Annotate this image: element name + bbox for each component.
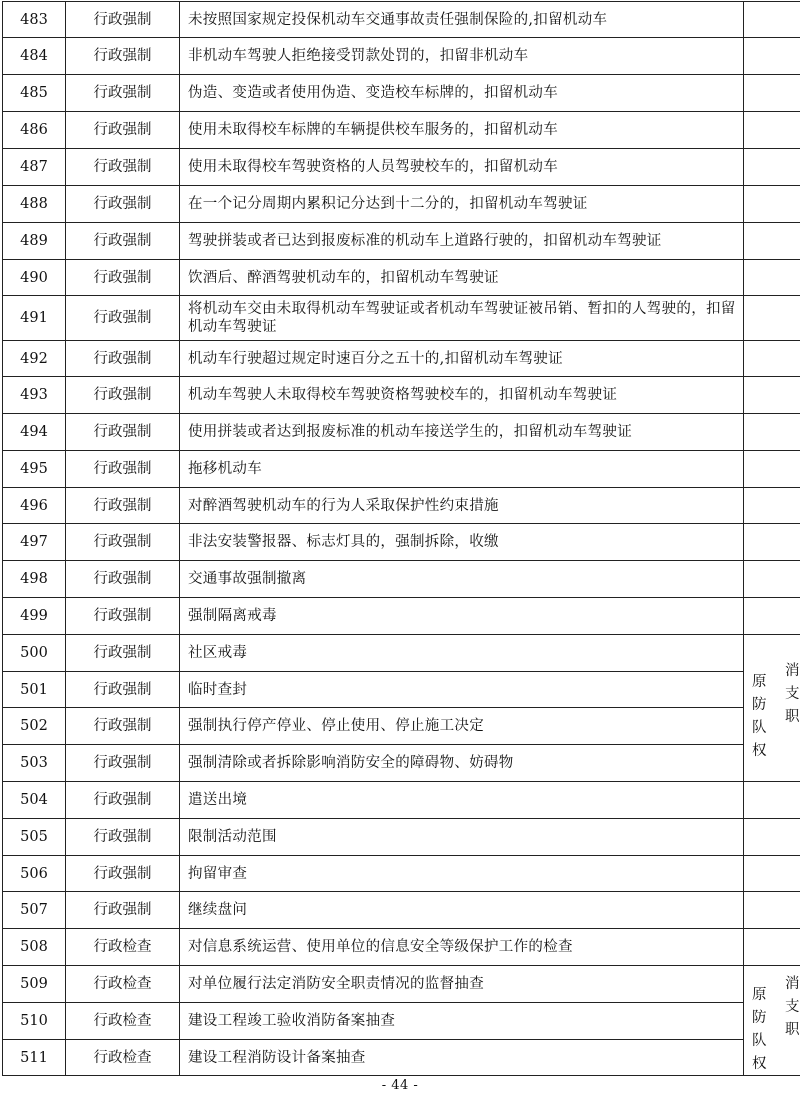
- table-row: [3, 341, 800, 377]
- power-item-name: 限制活动范围: [180, 819, 744, 856]
- remark-char: 队: [752, 1032, 767, 1049]
- table-row: [3, 672, 800, 708]
- remark-text: [744, 975, 800, 1072]
- remark-right-column: [785, 973, 800, 1042]
- remark-char: 防: [752, 1009, 767, 1026]
- power-type: 行政检查: [66, 1003, 180, 1040]
- remark-cell: [744, 149, 800, 186]
- item-number: 486: [3, 112, 66, 149]
- table-row: [3, 75, 800, 112]
- item-number: 511: [3, 1040, 66, 1076]
- table-row: [3, 296, 800, 341]
- remark-char: 支: [785, 686, 800, 702]
- power-item-name: 饮酒后、醉酒驾驶机动车的，扣留机动车驾驶证: [180, 260, 744, 296]
- power-type: 行政强制: [66, 186, 180, 223]
- remark-char: 防: [752, 697, 767, 713]
- remark-right-column: [785, 660, 800, 729]
- power-item-name: 非法安装警报器、标志灯具的，强制拆除，收缴: [180, 524, 744, 561]
- power-type: 行政强制: [66, 819, 180, 856]
- item-number: 488: [3, 186, 66, 223]
- remark-char: 原: [752, 986, 767, 1003]
- remark-cell: [744, 488, 800, 524]
- remark-char: 消: [785, 663, 800, 679]
- power-type: 行政强制: [66, 488, 180, 524]
- power-item-name: 伪造、变造或者使用伪造、变造校车标牌的，扣留机动车: [180, 75, 744, 112]
- power-type: 行政强制: [66, 377, 180, 414]
- remark-char: 权: [752, 743, 767, 759]
- remark-cell: [744, 782, 800, 819]
- remark-cell: [744, 341, 800, 377]
- table-row: [3, 966, 800, 1003]
- remark-cell: [744, 819, 800, 856]
- power-type: 行政强制: [66, 745, 180, 782]
- item-number: 506: [3, 856, 66, 892]
- power-item-name: 非机动车驾驶人拒绝接受罚款处罚的，扣留非机动车: [180, 38, 744, 75]
- remark-cell: [744, 112, 800, 149]
- item-number: 497: [3, 524, 66, 561]
- remark-cell: [744, 186, 800, 223]
- table-row: [3, 929, 800, 966]
- remark-char: 原: [752, 674, 767, 690]
- power-item-name: 遣送出境: [180, 782, 744, 819]
- page-number: - 44 -: [381, 1078, 419, 1093]
- item-number: 510: [3, 1003, 66, 1040]
- table-row: [3, 186, 800, 223]
- power-item-name: 将机动车交由未取得机动车驾驶证或者机动车驾驶证被吊销、暂扣的人驾驶的，扣留机动车驾驶证: [180, 296, 744, 341]
- item-number: 503: [3, 745, 66, 782]
- power-type: 行政强制: [66, 296, 180, 341]
- table-row: [3, 1040, 800, 1076]
- power-type: 行政检查: [66, 966, 180, 1003]
- remark-cell: [744, 75, 800, 112]
- table-row: [3, 451, 800, 488]
- item-number: 498: [3, 561, 66, 598]
- item-number: 490: [3, 260, 66, 296]
- table-row: [3, 149, 800, 186]
- power-item-name: 拘留审查: [180, 856, 744, 892]
- power-type: 行政强制: [66, 75, 180, 112]
- power-list-table: [2, 1, 800, 1076]
- power-type: 行政强制: [66, 782, 180, 819]
- power-item-name: 使用未取得校车标牌的车辆提供校车服务的，扣留机动车: [180, 112, 744, 149]
- power-type: 行政检查: [66, 1040, 180, 1076]
- remark-char: 支: [785, 998, 800, 1015]
- power-item-name: 交通事故强制撤离: [180, 561, 744, 598]
- remark-cell: [744, 223, 800, 260]
- remark-char: 消: [785, 975, 800, 992]
- item-number: 501: [3, 672, 66, 708]
- item-number: 487: [3, 149, 66, 186]
- power-item-name: 拖移机动车: [180, 451, 744, 488]
- power-item-name: 对单位履行法定消防安全职责情况的监督抽查: [180, 966, 744, 1003]
- remark-cell: [744, 260, 800, 296]
- table-row: [3, 819, 800, 856]
- power-type: 行政强制: [66, 149, 180, 186]
- item-number: 491: [3, 296, 66, 341]
- remark-cell: [744, 892, 800, 929]
- power-item-name: 继续盘问: [180, 892, 744, 929]
- item-number: 502: [3, 708, 66, 745]
- remark-left-column: [752, 671, 767, 763]
- power-type: 行政强制: [66, 414, 180, 451]
- item-number: 505: [3, 819, 66, 856]
- power-type: 行政强制: [66, 708, 180, 745]
- power-item-name: 对信息系统运营、使用单位的信息安全等级保护工作的检查: [180, 929, 744, 966]
- item-number: 499: [3, 598, 66, 635]
- table-row: [3, 260, 800, 296]
- item-number: 496: [3, 488, 66, 524]
- table-row: [3, 892, 800, 929]
- remark-char: 职: [785, 1021, 800, 1038]
- remark-cell: [744, 635, 800, 782]
- remark-cell: [744, 856, 800, 892]
- remark-cell: [744, 966, 800, 1076]
- remark-cell: [744, 561, 800, 598]
- power-item-name: 机动车行驶超过规定时速百分之五十的,扣留机动车驾驶证: [180, 341, 744, 377]
- table-row: [3, 708, 800, 745]
- item-number: 507: [3, 892, 66, 929]
- table-row: [3, 561, 800, 598]
- power-item-name: 未按照国家规定投保机动车交通事故责任强制保险的,扣留机动车: [180, 2, 744, 38]
- table-row: [3, 223, 800, 260]
- remark-cell: [744, 524, 800, 561]
- table-row: [3, 2, 800, 38]
- power-item-name: 建设工程消防设计备案抽查: [180, 1040, 744, 1076]
- remark-char: 权: [752, 1055, 767, 1072]
- remark-cell: [744, 929, 800, 966]
- power-item-name: 使用未取得校车驾驶资格的人员驾驶校车的，扣留机动车: [180, 149, 744, 186]
- remark-cell: [744, 377, 800, 414]
- power-item-name: 建设工程竣工验收消防备案抽查: [180, 1003, 744, 1040]
- remark-cell: [744, 414, 800, 451]
- power-type: 行政强制: [66, 672, 180, 708]
- power-type: 行政强制: [66, 524, 180, 561]
- table-row: [3, 112, 800, 149]
- table-row: [3, 488, 800, 524]
- table-row: [3, 745, 800, 782]
- power-item-name: 驾驶拼装或者已达到报废标准的机动车上道路行驶的，扣留机动车驾驶证: [180, 223, 744, 260]
- remark-left-column: [752, 984, 767, 1076]
- remark-char: 队: [752, 720, 767, 736]
- item-number: 489: [3, 223, 66, 260]
- power-item-name: 强制清除或者拆除影响消防安全的障碍物、妨碍物: [180, 745, 744, 782]
- table-row: [3, 38, 800, 75]
- item-number: 509: [3, 966, 66, 1003]
- power-item-name: 临时查封: [180, 672, 744, 708]
- item-number: 508: [3, 929, 66, 966]
- power-type: 行政强制: [66, 892, 180, 929]
- power-type: 行政检查: [66, 929, 180, 966]
- power-item-name: 使用拼装或者达到报废标准的机动车接送学生的，扣留机动车驾驶证: [180, 414, 744, 451]
- power-type: 行政强制: [66, 451, 180, 488]
- item-number: 483: [3, 2, 66, 38]
- power-type: 行政强制: [66, 112, 180, 149]
- item-number: 500: [3, 635, 66, 672]
- item-number: 484: [3, 38, 66, 75]
- item-number: 495: [3, 451, 66, 488]
- table-row: [3, 1003, 800, 1040]
- power-type: 行政强制: [66, 223, 180, 260]
- power-item-name: 社区戒毒: [180, 635, 744, 672]
- remark-cell: [744, 38, 800, 75]
- table-row: [3, 856, 800, 892]
- power-item-name: 对醉酒驾驶机动车的行为人采取保护性约束措施: [180, 488, 744, 524]
- power-type: 行政强制: [66, 2, 180, 38]
- power-type: 行政强制: [66, 856, 180, 892]
- item-number: 485: [3, 75, 66, 112]
- power-item-name: 机动车驾驶人未取得校车驾驶资格驾驶校车的，扣留机动车驾驶证: [180, 377, 744, 414]
- item-number: 493: [3, 377, 66, 414]
- power-type: 行政强制: [66, 635, 180, 672]
- remark-cell: [744, 296, 800, 341]
- remark-char: 职: [785, 709, 800, 725]
- power-type: 行政强制: [66, 561, 180, 598]
- table-row: [3, 414, 800, 451]
- remark-cell: [744, 598, 800, 635]
- power-item-name: 强制执行停产停业、停止使用、停止施工决定: [180, 708, 744, 745]
- power-item-name: 强制隔离戒毒: [180, 598, 744, 635]
- power-type: 行政强制: [66, 260, 180, 296]
- remark-text: [744, 663, 800, 759]
- remark-cell: [744, 451, 800, 488]
- table-row: [3, 524, 800, 561]
- table-row: [3, 598, 800, 635]
- power-item-name: 在一个记分周期内累积记分达到十二分的，扣留机动车驾驶证: [180, 186, 744, 223]
- power-type: 行政强制: [66, 598, 180, 635]
- table-row: [3, 377, 800, 414]
- item-number: 494: [3, 414, 66, 451]
- remark-cell: [744, 2, 800, 38]
- item-number: 492: [3, 341, 66, 377]
- power-type: 行政强制: [66, 38, 180, 75]
- table-row: [3, 635, 800, 672]
- power-type: 行政强制: [66, 341, 180, 377]
- table-row: [3, 782, 800, 819]
- item-number: 504: [3, 782, 66, 819]
